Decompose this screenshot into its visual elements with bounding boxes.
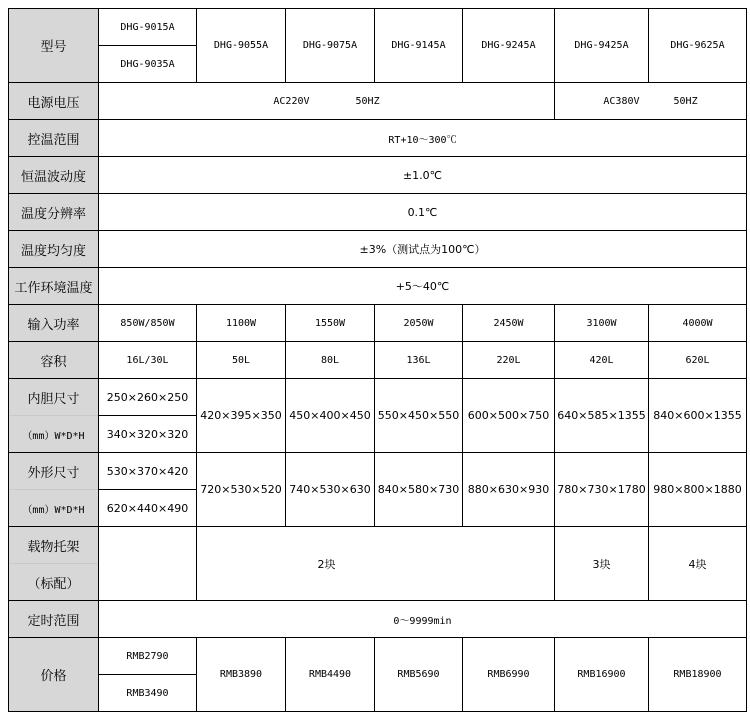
grid-line — [99, 45, 197, 46]
model-dhg-9015a: DHG-9015A — [99, 9, 196, 45]
inner-size-9075: 450×400×450 — [286, 379, 374, 452]
price-9245: RMB6990 — [463, 638, 554, 711]
grid-line — [648, 304, 649, 601]
header-inner-size: 内胆尺寸 — [9, 379, 98, 415]
header-price: 价格 — [9, 638, 98, 711]
volume-9245: 220L — [463, 342, 554, 378]
grid-line — [8, 637, 747, 638]
header-timer: 定时范围 — [9, 601, 98, 637]
power-9075: 1550W — [286, 305, 374, 341]
power-supply-group2-voltage: AC380V — [603, 95, 640, 107]
header-temp-range: 控温范围 — [9, 120, 98, 156]
grid-line — [554, 8, 555, 120]
grid-line — [196, 304, 197, 601]
grid-line — [196, 8, 197, 83]
volume-9015-9035: 16L/30L — [99, 342, 196, 378]
grid-line — [285, 8, 286, 83]
temp-range-value: RT+10～300℃ — [99, 120, 746, 156]
grid-line-subtle — [8, 415, 99, 416]
inner-size-9245: 600×500×750 — [463, 379, 554, 452]
inner-size-9055: 420×395×350 — [197, 379, 285, 452]
header-fluctuation: 恒温波动度 — [9, 157, 98, 193]
grid-line — [374, 8, 375, 83]
price-9075: RMB4490 — [286, 638, 374, 711]
grid-line — [99, 415, 197, 416]
outer-size-9425: 780×730×1780 — [555, 453, 648, 526]
grid-line — [462, 637, 463, 712]
grid-line-right — [746, 8, 747, 712]
inner-size-9145: 550×450×550 — [375, 379, 462, 452]
power-supply-group1-voltage: AC220V — [273, 95, 310, 107]
grid-line — [374, 637, 375, 712]
grid-line-subtle — [8, 563, 99, 564]
grid-line — [8, 600, 747, 601]
price-9425: RMB16900 — [555, 638, 648, 711]
price-9055: RMB3890 — [197, 638, 285, 711]
model-dhg-9145a: DHG-9145A — [375, 9, 462, 82]
grid-line — [8, 341, 747, 342]
grid-line — [462, 304, 463, 527]
outer-size-9055: 720×530×520 — [197, 453, 285, 526]
power-9145: 2050W — [375, 305, 462, 341]
grid-line — [554, 304, 555, 601]
grid-line — [8, 526, 747, 527]
grid-line — [462, 8, 463, 83]
header-power: 输入功率 — [9, 305, 98, 341]
grid-line — [8, 119, 747, 120]
inner-size-9015: 250×260×250 — [99, 379, 196, 415]
outer-size-9245: 880×630×930 — [463, 453, 554, 526]
price-9625: RMB18900 — [649, 638, 746, 711]
header-model: 型号 — [9, 9, 98, 82]
grid-line-left — [8, 8, 9, 712]
grid-line — [648, 8, 649, 83]
grid-line — [374, 304, 375, 527]
model-dhg-9245a: DHG-9245A — [463, 9, 554, 82]
power-supply-group1-frequency: 50HZ — [355, 95, 380, 107]
header-power-supply: 电源电压 — [9, 83, 98, 119]
power-9245: 2450W — [463, 305, 554, 341]
header-volume: 容积 — [9, 342, 98, 378]
volume-9055: 50L — [197, 342, 285, 378]
volume-9625: 620L — [649, 342, 746, 378]
resolution-value: 0.1℃ — [99, 194, 746, 230]
header-shelves: 载物托架 — [9, 527, 98, 563]
grid-line — [8, 304, 747, 305]
header-ambient: 工作环境温度 — [9, 268, 98, 304]
grid-line — [98, 8, 99, 712]
model-dhg-9035a: DHG-9035A — [99, 46, 196, 82]
model-dhg-9075a: DHG-9075A — [286, 9, 374, 82]
power-supply-group1 — [99, 83, 554, 119]
volume-9425: 420L — [555, 342, 648, 378]
grid-line — [8, 82, 747, 83]
power-9015-9035: 850W/850W — [99, 305, 196, 341]
outer-size-9145: 840×580×730 — [375, 453, 462, 526]
grid-line — [8, 378, 747, 379]
grid-line — [196, 637, 197, 712]
power-9425: 3100W — [555, 305, 648, 341]
price-9015: RMB2790 — [99, 638, 196, 674]
header-shelves-note: （标配） — [9, 564, 98, 600]
grid-line — [285, 304, 286, 527]
header-outer-size: 外形尺寸 — [9, 453, 98, 489]
price-9145: RMB5690 — [375, 638, 462, 711]
model-dhg-9055a: DHG-9055A — [197, 9, 285, 82]
grid-line — [8, 267, 747, 268]
header-uniformity: 温度均匀度 — [9, 231, 98, 267]
grid-line — [8, 156, 747, 157]
grid-line — [554, 637, 555, 712]
grid-line — [8, 193, 747, 194]
inner-size-9625: 840×600×1355 — [649, 379, 746, 452]
grid-line — [285, 637, 286, 712]
shelves-9625: 4块 — [649, 527, 746, 600]
header-resolution: 温度分辨率 — [9, 194, 98, 230]
grid-line — [8, 230, 747, 231]
grid-line — [648, 637, 649, 712]
grid-line-bottom — [8, 711, 747, 712]
grid-line — [99, 489, 197, 490]
ambient-value: +5～40℃ — [99, 268, 746, 304]
shelves-9425: 3块 — [555, 527, 648, 600]
shelves-group1: 2块 — [99, 527, 554, 600]
grid-line — [99, 674, 197, 675]
fluctuation-value: ±1.0℃ — [99, 157, 746, 193]
outer-size-9015: 530×370×420 — [99, 453, 196, 489]
volume-9075: 80L — [286, 342, 374, 378]
timer-value: 0～9999min — [99, 601, 746, 637]
volume-9145: 136L — [375, 342, 462, 378]
power-9625: 4000W — [649, 305, 746, 341]
power-9055: 1100W — [197, 305, 285, 341]
grid-line — [196, 526, 197, 527]
header-outer-size-unit: （mm）W*D*H — [9, 490, 98, 526]
inner-size-9035: 340×320×320 — [99, 416, 196, 452]
power-supply-group2-frequency: 50HZ — [673, 95, 698, 107]
grid-line — [8, 452, 747, 453]
header-inner-size-unit: （mm）W*D*H — [9, 416, 98, 452]
power-supply-group2 — [555, 83, 746, 119]
outer-size-9035: 620×440×490 — [99, 490, 196, 526]
outer-size-9075: 740×530×630 — [286, 453, 374, 526]
inner-size-9425: 640×585×1355 — [555, 379, 648, 452]
model-dhg-9425a: DHG-9425A — [555, 9, 648, 82]
grid-line-top — [8, 8, 747, 9]
price-9035: RMB3490 — [99, 675, 196, 711]
uniformity-value: ±3%（测试点为100℃） — [99, 231, 746, 267]
grid-line-subtle — [8, 489, 99, 490]
outer-size-9625: 980×800×1880 — [649, 453, 746, 526]
model-dhg-9625a: DHG-9625A — [649, 9, 746, 82]
